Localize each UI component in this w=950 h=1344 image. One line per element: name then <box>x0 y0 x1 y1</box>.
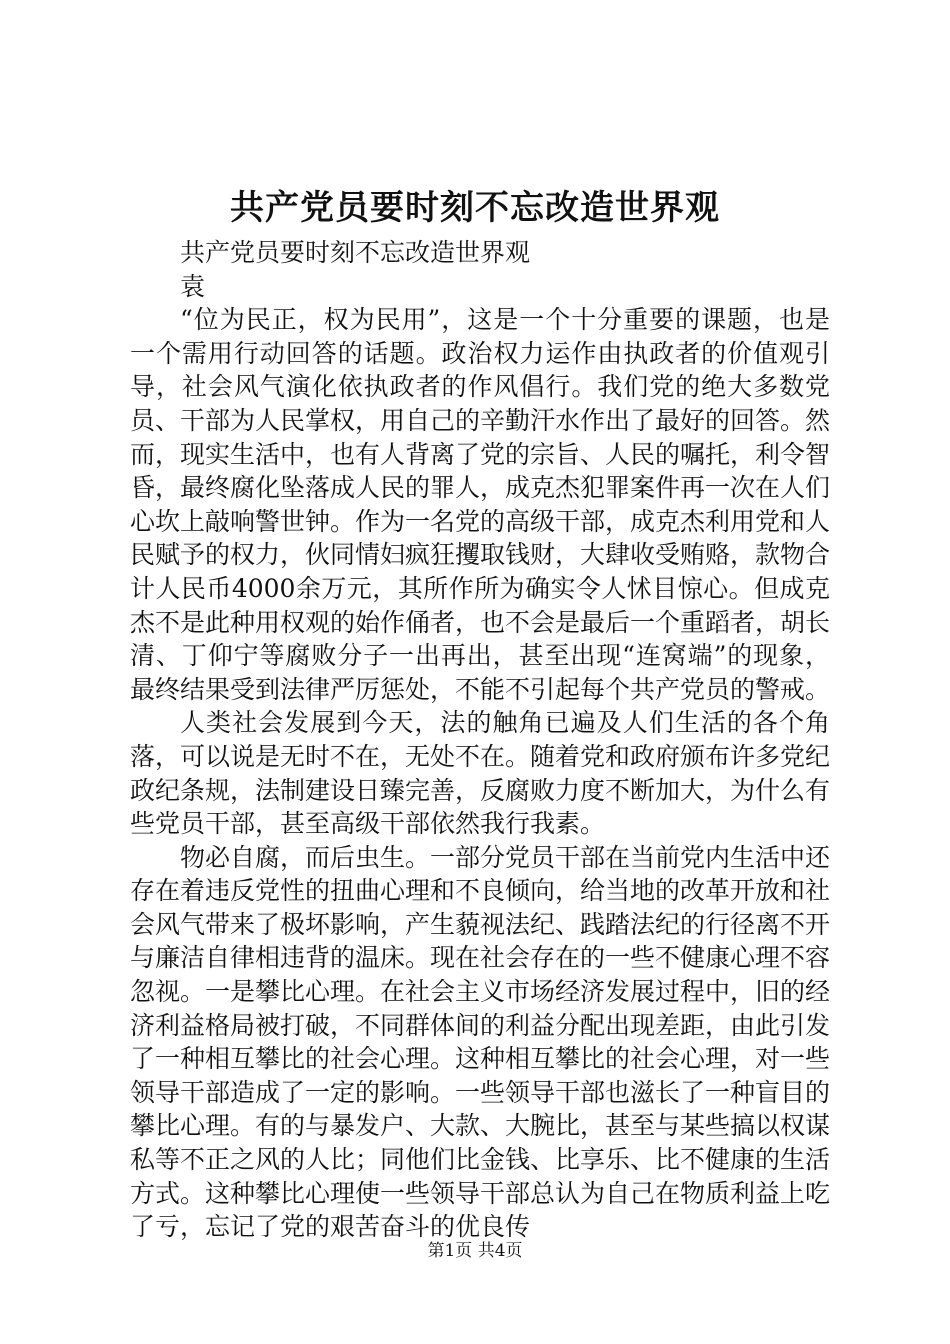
author: 袁 <box>180 271 206 301</box>
paragraph-1: “位为民正，权为民用”，这是一个十分重要的课题，也是一个需用行动回答的话题。政治权力运作由执政者的价值观引导，社会风气演化依执政者的作风倡行。我们党的绝大多数党员、干部为人民掌权，用自己的辛勤汗水作出了最好的回答。然而，现实生活中，也有人背离了党的宗旨、人民的嘱托，利令智昏，最终腐化坠落成人民的罪人，成克杰犯罪案件再一次在人们心坎上敲响警世钟。作为一名党的高级干部，成克杰利用党和人民赋予的权力，伙同情妇疯狂攫取钱财，大肆收受贿赂，款物合计人民币4000余万元，其所作所为确实令人怵目惊心。但成克杰不是此种用权观的始作俑者，也不会是最后一个重蹈者，胡长清、丁仰宁等腐败分子一出再出，甚至出现“连窝端”的现象，最终结果受到法律严厉惩处，不能不引起每个共产党员的警戒。 <box>130 305 831 704</box>
paragraph-3: 物必自腐，而后虫生。一部分党员干部在当前党内生活中还存在着违反党性的扭曲心理和不良倾向，给当地的改革开放和社会风气带来了极坏影响，产生藐视法纪、践踏法纪的行径离不开与廉洁自律相违背的温床。现在社会存在的一些不健康心理不容忽视。一是攀比心理。在社会主义市场经济发展过程中，旧的经济利益格局被打破，不同群体间的利益分配出现差距，由此引发了一种相互攀比的社会心理。这种相互攀比的社会心理，对一些领导干部造成了一定的影响。一些领导干部也滋长了一种盲目的攀比心理。有的与暴发户、大款、大腕比，甚至与某些搞以权谋私等不正之风的人比；同他们比金钱、比享乐、比不健康的生活方式。这种攀比心理使一些领导干部总认为自己在物质利益上吃了亏，忘记了党的艰苦奋斗的优良传 <box>130 842 831 1242</box>
paragraph-2: 人类社会发展到今天，法的触角已遍及人们生活的各个角落，可以说是无时不在，无处不在。随着党和政府颁布许多党纪政纪条规，法制建设日臻完善，反腐败力度不断加大，为什么有些党员干部，甚至高级干部依然我行我素。 <box>130 708 831 839</box>
subtitle: 共产党员要时刻不忘改造世界观 <box>180 238 531 267</box>
page-footer: 第1页 共4页 <box>427 1241 523 1261</box>
document-body <box>130 236 830 1244</box>
document-title: 共产党员要时刻不忘改造世界观 <box>230 188 720 228</box>
